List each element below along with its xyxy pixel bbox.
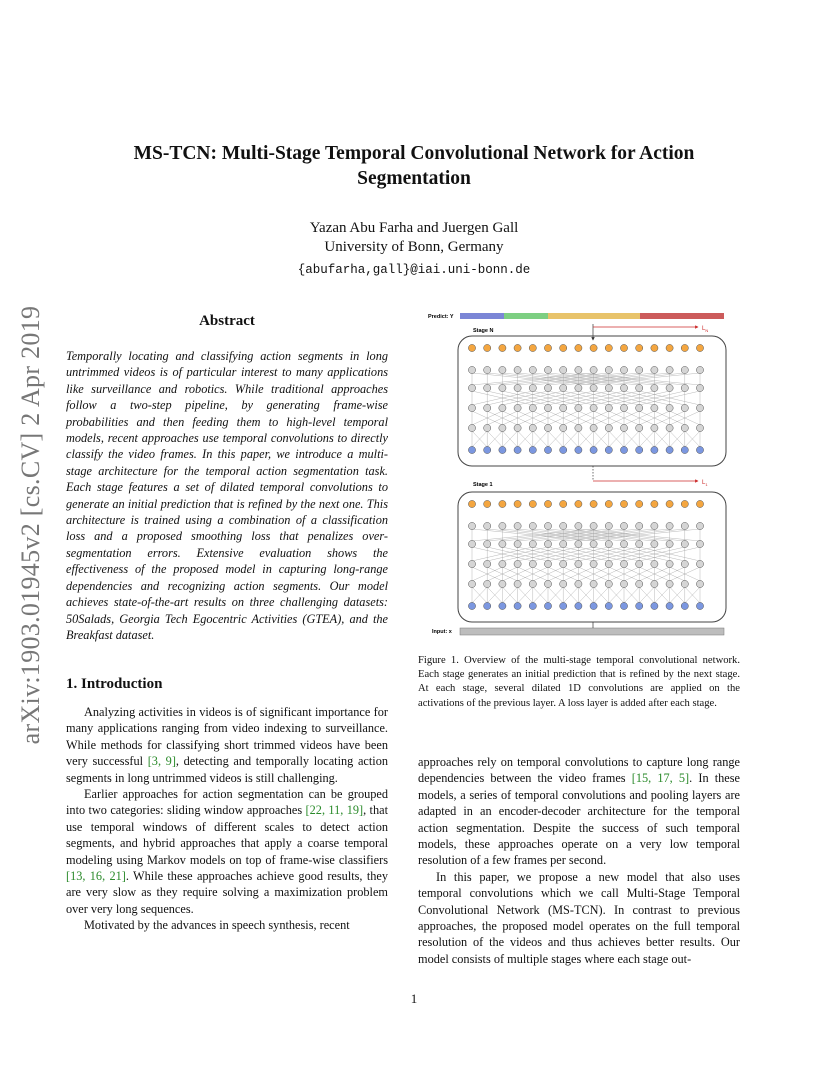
node: [681, 522, 688, 529]
node: [620, 446, 627, 453]
architecture-figure: [418, 308, 740, 638]
node: [468, 344, 475, 351]
node: [575, 344, 582, 351]
node: [499, 540, 506, 547]
stage-1-label: Stage 1: [473, 482, 493, 488]
node: [696, 424, 703, 431]
loss-n-label: $L_N$: [702, 326, 709, 333]
node: [468, 366, 475, 373]
node: [560, 404, 567, 411]
node: [696, 384, 703, 391]
paragraph: Earlier approaches for action segmentation can be grouped into two categories: sliding window approaches [22, 11, 19], that use temporal windows of different scales to detect action segments, and hybrid approaches that apply a coarse temporal modeling using Markov models on top of frame-wise classifiers [13, 16, 21]. While these approaches achieve good results, they are very slow as they require solving a maximization problem over very long sequences.: [66, 787, 388, 916]
node: [499, 344, 506, 351]
node: [529, 424, 536, 431]
citation-link[interactable]: [22, 11, 19]: [305, 803, 364, 818]
node: [696, 540, 703, 547]
node: [620, 522, 627, 529]
figure-caption: Figure 1. Overview of the multi-stage temporal convolutional network. Each stage generates an initial prediction that is refined by the next stage. At each stage, several dilated 1D convolutions are applied on the activations of the previous layer. A loss layer is added after each stage.: [418, 655, 740, 709]
node: [544, 580, 551, 587]
node: [499, 384, 506, 391]
node: [636, 560, 643, 567]
node: [666, 560, 673, 567]
node: [590, 384, 597, 391]
node: [651, 446, 658, 453]
node: [620, 560, 627, 567]
node: [484, 560, 491, 567]
node: [484, 446, 491, 453]
node: [575, 560, 582, 567]
node: [666, 344, 673, 351]
node: [636, 540, 643, 547]
node: [499, 366, 506, 373]
node: [681, 540, 688, 547]
node: [468, 384, 475, 391]
node: [620, 602, 627, 609]
node: [651, 366, 658, 373]
node: [605, 366, 612, 373]
node: [529, 560, 536, 567]
node: [666, 500, 673, 507]
predict-label: Predict: Y: [428, 314, 454, 320]
node: [696, 446, 703, 453]
node: [484, 522, 491, 529]
paragraph: Analyzing activities in videos is of significant importance for many applications ranging from video indexing to surveillance. While methods for classifying short trimmed videos have been very successful [3, 9], detecting and temporally locating action segments in long untrimmed videos is still challenging.: [66, 705, 388, 785]
node: [484, 500, 491, 507]
author-email: {abufarha,gall}@iai.uni-bonn.de: [297, 263, 531, 277]
node: [575, 424, 582, 431]
paragraph: approaches rely on temporal convolutions to capture long range dependencies between the video frames [15, 17, 5]. In these models, a series of temporal convolutions and pooling layers are adapted in an encoder-decoder architecture for the temporal action segmentation. Despite the success of such temporal models, these approaches operate on a very low temporal resolution of a few frames per second.: [418, 755, 741, 868]
node: [590, 344, 597, 351]
node: [484, 404, 491, 411]
node: [544, 446, 551, 453]
node: [499, 446, 506, 453]
node: [468, 522, 475, 529]
node: [499, 522, 506, 529]
node: [651, 424, 658, 431]
node: [529, 500, 536, 507]
node: [636, 366, 643, 373]
node: [514, 560, 521, 567]
node: [484, 424, 491, 431]
stage-1-network: [468, 500, 703, 609]
node: [681, 404, 688, 411]
node: [666, 404, 673, 411]
loss-1-label: $L_1$: [702, 480, 708, 487]
node: [620, 500, 627, 507]
node: [620, 384, 627, 391]
node: [575, 602, 582, 609]
right-column-text: [418, 754, 740, 967]
paragraph: Motivated by the advances in speech synthesis, recent: [84, 918, 350, 933]
node: [544, 540, 551, 547]
node: [696, 602, 703, 609]
node: [636, 602, 643, 609]
node: [590, 366, 597, 373]
section-heading-introduction: 1. Introduction: [66, 676, 163, 692]
author-names: Yazan Abu Farha and Juergen Gall: [309, 220, 519, 236]
node: [575, 384, 582, 391]
node: [681, 384, 688, 391]
node: [575, 522, 582, 529]
node: [681, 602, 688, 609]
node: [636, 344, 643, 351]
node: [590, 560, 597, 567]
input-label: Input: x: [432, 629, 452, 635]
node: [681, 424, 688, 431]
node: [544, 522, 551, 529]
node: [468, 560, 475, 567]
node: [590, 540, 597, 547]
node: [636, 500, 643, 507]
node: [484, 602, 491, 609]
node: [575, 500, 582, 507]
node: [514, 404, 521, 411]
node: [468, 602, 475, 609]
prediction-segment: [460, 313, 504, 319]
node: [529, 384, 536, 391]
node: [484, 580, 491, 587]
node: [666, 384, 673, 391]
node: [696, 404, 703, 411]
node: [514, 522, 521, 529]
node: [605, 344, 612, 351]
node: [499, 580, 506, 587]
node: [620, 344, 627, 351]
node: [560, 602, 567, 609]
node: [666, 446, 673, 453]
node: [636, 580, 643, 587]
node: [590, 404, 597, 411]
node: [560, 384, 567, 391]
node: [560, 424, 567, 431]
node: [560, 344, 567, 351]
node: [529, 404, 536, 411]
node: [651, 602, 658, 609]
paper-title: MS-TCN: Multi-Stage Temporal Convolutional Network for Action Segmentation: [133, 143, 695, 189]
node: [468, 446, 475, 453]
node: [636, 384, 643, 391]
node: [529, 580, 536, 587]
node: [696, 500, 703, 507]
node: [605, 522, 612, 529]
node: [560, 366, 567, 373]
node: [605, 560, 612, 567]
node: [514, 366, 521, 373]
stage-n-network: [468, 344, 703, 453]
arxiv-identifier: arXiv:1903.01945v2 [cs.CV] 2 Apr 2019: [16, 305, 45, 745]
node: [529, 522, 536, 529]
node: [666, 580, 673, 587]
node: [544, 404, 551, 411]
node: [514, 540, 521, 547]
node: [468, 404, 475, 411]
node: [651, 522, 658, 529]
abstract-text: Temporally locating and classifying action segments in long untrimmed videos is of particular interest to many applications like surveillance and robotics. While traditional approaches follow a two-step pipeline, by generating frame-wise probabilities and then feeding them to high-level temporal models, recent approaches use temporal convolutions to directly classify the video frames. In this paper, we introduce a multi-stage architecture for the temporal action segmentation task. Each stage features a set of dilated temporal convolutions to generate an initial prediction that is refined by the next one. This architecture is trained using a combination of a classification loss and a proposed smoothing loss that penalizes over-segmentation errors. Extensive evaluation shows the effectiveness of the proposed model in capturing long-range dependencies and recognizing action segments. Our model achieves state-of-the-art results on three challenging datasets: 50Salads, Georgia Tech Egocentric Activities (GTEA), and the Breakfast dataset.: [66, 349, 388, 642]
node: [560, 522, 567, 529]
node: [651, 560, 658, 567]
node: [620, 540, 627, 547]
node: [560, 540, 567, 547]
node: [681, 580, 688, 587]
node: [620, 366, 627, 373]
node: [544, 560, 551, 567]
node: [544, 500, 551, 507]
node: [575, 580, 582, 587]
node: [636, 522, 643, 529]
node: [514, 500, 521, 507]
node: [544, 366, 551, 373]
node: [696, 580, 703, 587]
author-block: [100, 219, 728, 280]
node: [666, 522, 673, 529]
node: [529, 602, 536, 609]
node: [590, 500, 597, 507]
node: [560, 500, 567, 507]
node: [681, 344, 688, 351]
node: [575, 404, 582, 411]
node: [468, 540, 475, 547]
node: [681, 560, 688, 567]
node: [696, 522, 703, 529]
node: [529, 446, 536, 453]
node: [620, 404, 627, 411]
citation-link[interactable]: [3, 9]: [147, 754, 176, 769]
node: [651, 500, 658, 507]
node: [696, 366, 703, 373]
paragraph: In this paper, we propose a new model that also uses temporal convolutions which we call Multi-Stage Temporal Convolutional Network (MS-TCN). In contrast to previous approaches, the proposed model operates on the full temporal resolution of the videos and thus achieves better results. Our model consists of multiple stages where each stage out-: [418, 869, 740, 966]
node: [620, 424, 627, 431]
prediction-bar: [460, 313, 724, 319]
node: [605, 602, 612, 609]
node: [468, 500, 475, 507]
node: [620, 580, 627, 587]
node: [575, 366, 582, 373]
node: [514, 602, 521, 609]
abstract-heading: Abstract: [199, 313, 255, 329]
prediction-segment: [548, 313, 640, 319]
node: [468, 580, 475, 587]
node: [514, 424, 521, 431]
node: [605, 404, 612, 411]
node: [696, 344, 703, 351]
node: [560, 580, 567, 587]
node: [484, 344, 491, 351]
node: [529, 540, 536, 547]
node: [590, 522, 597, 529]
node: [681, 500, 688, 507]
node: [696, 560, 703, 567]
node: [468, 424, 475, 431]
node: [575, 446, 582, 453]
node: [666, 540, 673, 547]
node: [544, 424, 551, 431]
node: [590, 602, 597, 609]
prediction-segment: [640, 313, 724, 319]
node: [636, 446, 643, 453]
node: [484, 384, 491, 391]
node: [484, 540, 491, 547]
node: [499, 560, 506, 567]
node: [499, 602, 506, 609]
node: [605, 580, 612, 587]
node: [636, 424, 643, 431]
node: [514, 446, 521, 453]
node: [605, 446, 612, 453]
node: [605, 540, 612, 547]
node: [590, 424, 597, 431]
node: [544, 602, 551, 609]
node: [514, 580, 521, 587]
node: [681, 446, 688, 453]
stage-n-label: Stage N: [473, 328, 494, 334]
node: [666, 424, 673, 431]
node: [514, 344, 521, 351]
node: [484, 366, 491, 373]
input-bar: [460, 628, 724, 635]
node: [651, 344, 658, 351]
node: [529, 344, 536, 351]
node: [529, 366, 536, 373]
node: [651, 404, 658, 411]
node: [560, 560, 567, 567]
affiliation: University of Bonn, Germany: [324, 239, 504, 255]
node: [605, 384, 612, 391]
page-number: 1: [410, 991, 418, 1006]
node: [605, 500, 612, 507]
node: [666, 602, 673, 609]
node: [651, 384, 658, 391]
introduction-text: [66, 704, 388, 934]
node: [590, 580, 597, 587]
node: [605, 424, 612, 431]
prediction-segment: [504, 313, 548, 319]
citation-link[interactable]: [15, 17, 5]: [631, 771, 690, 786]
node: [560, 446, 567, 453]
node: [590, 446, 597, 453]
node: [544, 384, 551, 391]
node: [575, 540, 582, 547]
node: [514, 384, 521, 391]
node: [651, 580, 658, 587]
node: [499, 404, 506, 411]
node: [499, 500, 506, 507]
node: [544, 344, 551, 351]
node: [651, 540, 658, 547]
node: [636, 404, 643, 411]
node: [499, 424, 506, 431]
citation-link[interactable]: [13, 16, 21]: [66, 869, 126, 884]
node: [681, 366, 688, 373]
node: [666, 366, 673, 373]
